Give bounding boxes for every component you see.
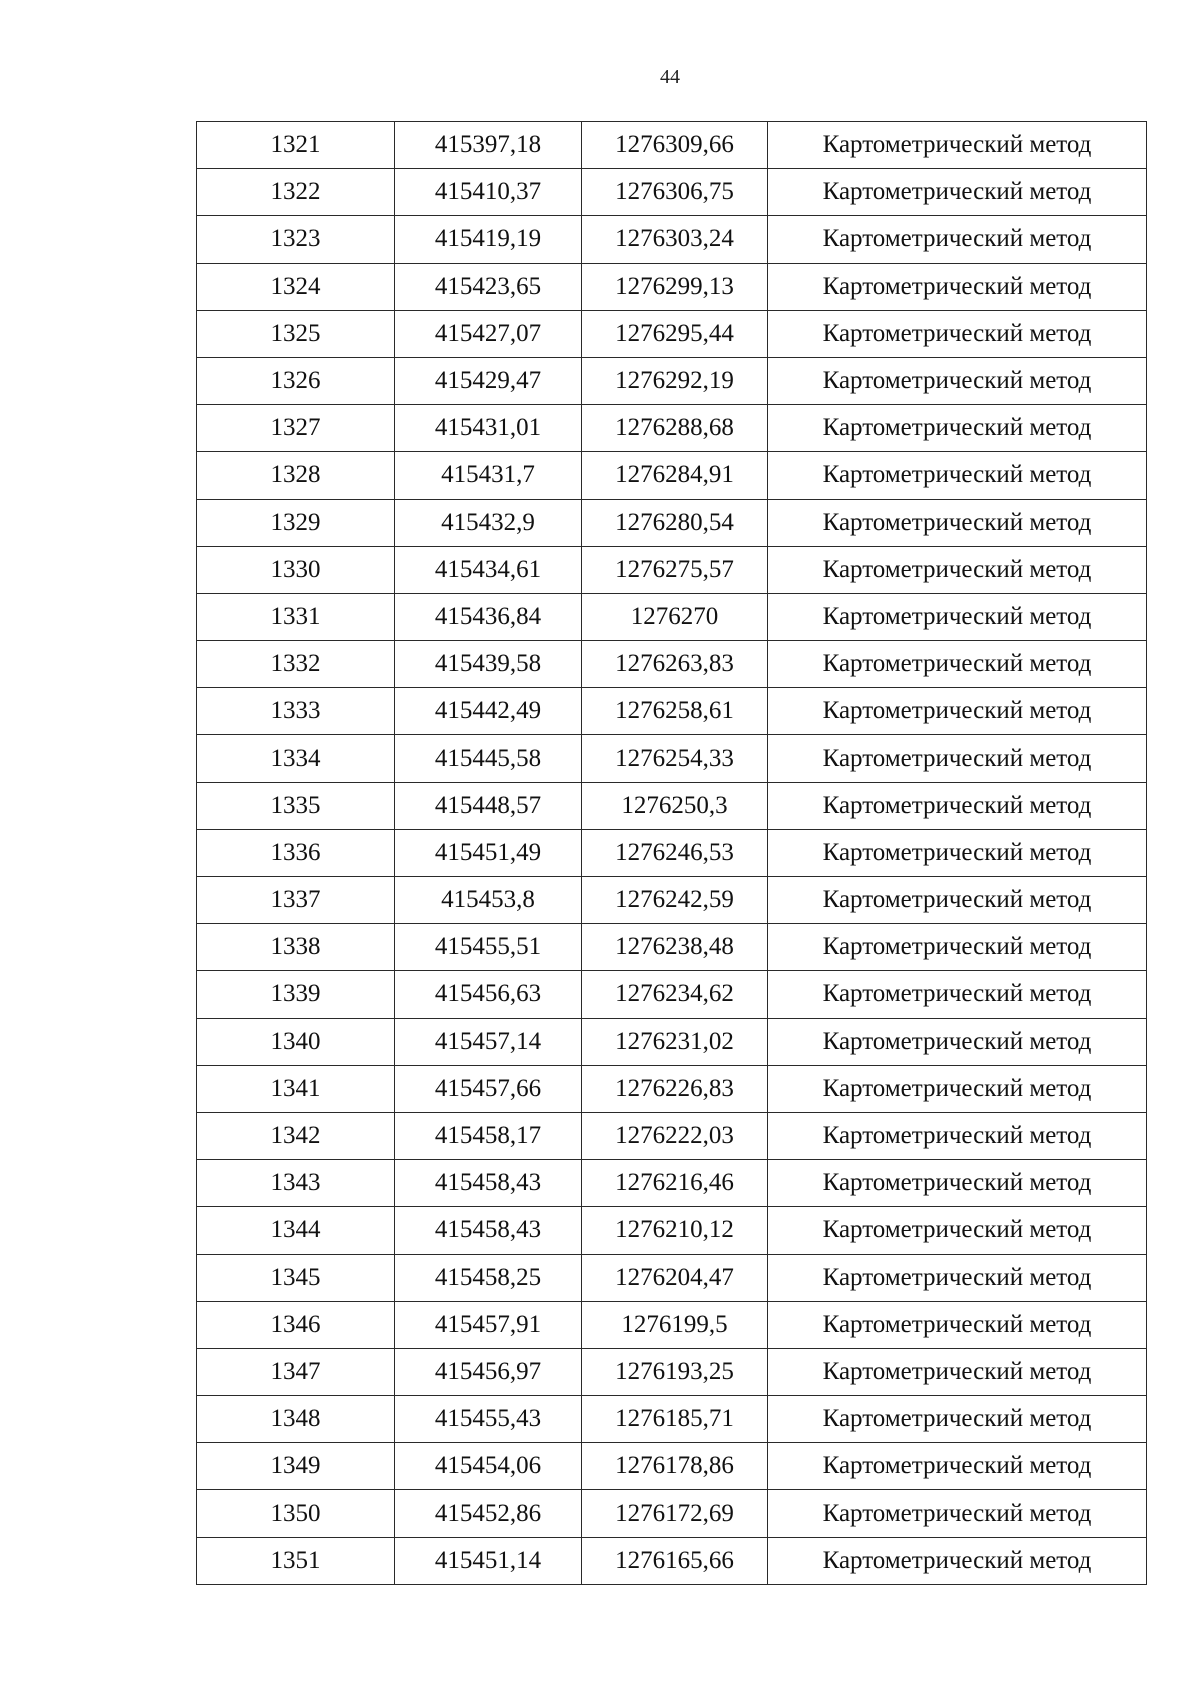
method-cell: Картометрический метод [768,357,1147,404]
point-number-cell: 1326 [197,357,395,404]
table-row [197,971,1147,1018]
point-number-cell: 1325 [197,310,395,357]
point-number-cell: 1344 [197,1207,395,1254]
point-number-cell: 1347 [197,1348,395,1395]
table-row [197,782,1147,829]
y-coordinate-cell: 1276231,02 [582,1018,768,1065]
method-cell: Картометрический метод [768,829,1147,876]
point-number-cell: 1338 [197,924,395,971]
x-coordinate-cell: 415397,18 [395,122,582,169]
x-coordinate-cell: 415455,51 [395,924,582,971]
point-number-cell: 1341 [197,1065,395,1112]
x-coordinate-cell: 415451,49 [395,829,582,876]
x-coordinate-cell: 415419,19 [395,216,582,263]
method-cell: Картометрический метод [768,169,1147,216]
page-number: 44 [660,66,680,88]
y-coordinate-cell: 1276280,54 [582,499,768,546]
table-row [197,263,1147,310]
x-coordinate-cell: 415457,66 [395,1065,582,1112]
table-row [197,1112,1147,1159]
x-coordinate-cell: 415410,37 [395,169,582,216]
point-number-cell: 1339 [197,971,395,1018]
table-row [197,1254,1147,1301]
point-number-cell: 1324 [197,263,395,310]
method-cell: Картометрический метод [768,452,1147,499]
point-number-cell: 1334 [197,735,395,782]
method-cell: Картометрический метод [768,1443,1147,1490]
x-coordinate-cell: 415432,9 [395,499,582,546]
method-cell: Картометрический метод [768,216,1147,263]
table-row [197,122,1147,169]
point-number-cell: 1323 [197,216,395,263]
x-coordinate-cell: 415448,57 [395,782,582,829]
point-number-cell: 1335 [197,782,395,829]
method-cell: Картометрический метод [768,1301,1147,1348]
point-number-cell: 1331 [197,593,395,640]
point-number-cell: 1333 [197,688,395,735]
table-row [197,1490,1147,1537]
method-cell: Картометрический метод [768,641,1147,688]
x-coordinate-cell: 415458,43 [395,1207,582,1254]
y-coordinate-cell: 1276288,68 [582,405,768,452]
table-row [197,1396,1147,1443]
coordinates-table [196,121,1147,1585]
y-coordinate-cell: 1276199,5 [582,1301,768,1348]
x-coordinate-cell: 415457,91 [395,1301,582,1348]
x-coordinate-cell: 415436,84 [395,593,582,640]
table-row [197,1443,1147,1490]
y-coordinate-cell: 1276242,59 [582,877,768,924]
table-row [197,357,1147,404]
table-row [197,405,1147,452]
point-number-cell: 1349 [197,1443,395,1490]
point-number-cell: 1336 [197,829,395,876]
point-number-cell: 1332 [197,641,395,688]
x-coordinate-cell: 415458,43 [395,1160,582,1207]
x-coordinate-cell: 415456,97 [395,1348,582,1395]
method-cell: Картометрический метод [768,1065,1147,1112]
table-row [197,593,1147,640]
y-coordinate-cell: 1276303,24 [582,216,768,263]
method-cell: Картометрический метод [768,924,1147,971]
method-cell: Картометрический метод [768,877,1147,924]
y-coordinate-cell: 1276216,46 [582,1160,768,1207]
x-coordinate-cell: 415458,25 [395,1254,582,1301]
table-row [197,1160,1147,1207]
x-coordinate-cell: 415429,47 [395,357,582,404]
x-coordinate-cell: 415455,43 [395,1396,582,1443]
y-coordinate-cell: 1276238,48 [582,924,768,971]
table-row [197,169,1147,216]
coordinates-table-body [197,122,1147,1585]
x-coordinate-cell: 415445,58 [395,735,582,782]
point-number-cell: 1340 [197,1018,395,1065]
method-cell: Картометрический метод [768,735,1147,782]
point-number-cell: 1330 [197,546,395,593]
table-row [197,310,1147,357]
x-coordinate-cell: 415453,8 [395,877,582,924]
y-coordinate-cell: 1276275,57 [582,546,768,593]
y-coordinate-cell: 1276254,33 [582,735,768,782]
x-coordinate-cell: 415456,63 [395,971,582,1018]
y-coordinate-cell: 1276306,75 [582,169,768,216]
method-cell: Картометрический метод [768,688,1147,735]
y-coordinate-cell: 1276258,61 [582,688,768,735]
x-coordinate-cell: 415442,49 [395,688,582,735]
table-row [197,688,1147,735]
y-coordinate-cell: 1276193,25 [582,1348,768,1395]
y-coordinate-cell: 1276178,86 [582,1443,768,1490]
x-coordinate-cell: 415423,65 [395,263,582,310]
y-coordinate-cell: 1276292,19 [582,357,768,404]
method-cell: Картометрический метод [768,1348,1147,1395]
method-cell: Картометрический метод [768,310,1147,357]
y-coordinate-cell: 1276226,83 [582,1065,768,1112]
table-row [197,452,1147,499]
x-coordinate-cell: 415431,01 [395,405,582,452]
table-row [197,546,1147,593]
y-coordinate-cell: 1276222,03 [582,1112,768,1159]
method-cell: Картометрический метод [768,1112,1147,1159]
y-coordinate-cell: 1276204,47 [582,1254,768,1301]
x-coordinate-cell: 415431,7 [395,452,582,499]
point-number-cell: 1343 [197,1160,395,1207]
x-coordinate-cell: 415451,14 [395,1537,582,1584]
method-cell: Картометрический метод [768,1490,1147,1537]
point-number-cell: 1329 [197,499,395,546]
y-coordinate-cell: 1276309,66 [582,122,768,169]
method-cell: Картометрический метод [768,405,1147,452]
y-coordinate-cell: 1276270 [582,593,768,640]
method-cell: Картометрический метод [768,122,1147,169]
method-cell: Картометрический метод [768,499,1147,546]
y-coordinate-cell: 1276246,53 [582,829,768,876]
x-coordinate-cell: 415439,58 [395,641,582,688]
point-number-cell: 1328 [197,452,395,499]
y-coordinate-cell: 1276299,13 [582,263,768,310]
method-cell: Картометрический метод [768,546,1147,593]
point-number-cell: 1322 [197,169,395,216]
point-number-cell: 1345 [197,1254,395,1301]
method-cell: Картометрический метод [768,1207,1147,1254]
y-coordinate-cell: 1276185,71 [582,1396,768,1443]
table-row [197,641,1147,688]
point-number-cell: 1321 [197,122,395,169]
x-coordinate-cell: 415458,17 [395,1112,582,1159]
method-cell: Картометрический метод [768,1018,1147,1065]
x-coordinate-cell: 415434,61 [395,546,582,593]
method-cell: Картометрический метод [768,1160,1147,1207]
point-number-cell: 1346 [197,1301,395,1348]
method-cell: Картометрический метод [768,1396,1147,1443]
y-coordinate-cell: 1276295,44 [582,310,768,357]
point-number-cell: 1327 [197,405,395,452]
x-coordinate-cell: 415452,86 [395,1490,582,1537]
table-row [197,829,1147,876]
point-number-cell: 1351 [197,1537,395,1584]
table-row [197,877,1147,924]
x-coordinate-cell: 415454,06 [395,1443,582,1490]
table-row [197,1301,1147,1348]
table-row [197,1537,1147,1584]
method-cell: Картометрический метод [768,971,1147,1018]
table-row [197,499,1147,546]
y-coordinate-cell: 1276165,66 [582,1537,768,1584]
point-number-cell: 1350 [197,1490,395,1537]
x-coordinate-cell: 415427,07 [395,310,582,357]
table-row [197,1348,1147,1395]
table-row [197,1018,1147,1065]
method-cell: Картометрический метод [768,593,1147,640]
y-coordinate-cell: 1276172,69 [582,1490,768,1537]
table-row [197,1065,1147,1112]
point-number-cell: 1337 [197,877,395,924]
x-coordinate-cell: 415457,14 [395,1018,582,1065]
method-cell: Картометрический метод [768,263,1147,310]
table-row [197,1207,1147,1254]
table-row [197,924,1147,971]
method-cell: Картометрический метод [768,782,1147,829]
y-coordinate-cell: 1276234,62 [582,971,768,1018]
method-cell: Картометрический метод [768,1537,1147,1584]
table-row [197,735,1147,782]
y-coordinate-cell: 1276284,91 [582,452,768,499]
method-cell: Картометрический метод [768,1254,1147,1301]
y-coordinate-cell: 1276250,3 [582,782,768,829]
y-coordinate-cell: 1276210,12 [582,1207,768,1254]
table-row [197,216,1147,263]
point-number-cell: 1348 [197,1396,395,1443]
y-coordinate-cell: 1276263,83 [582,641,768,688]
point-number-cell: 1342 [197,1112,395,1159]
